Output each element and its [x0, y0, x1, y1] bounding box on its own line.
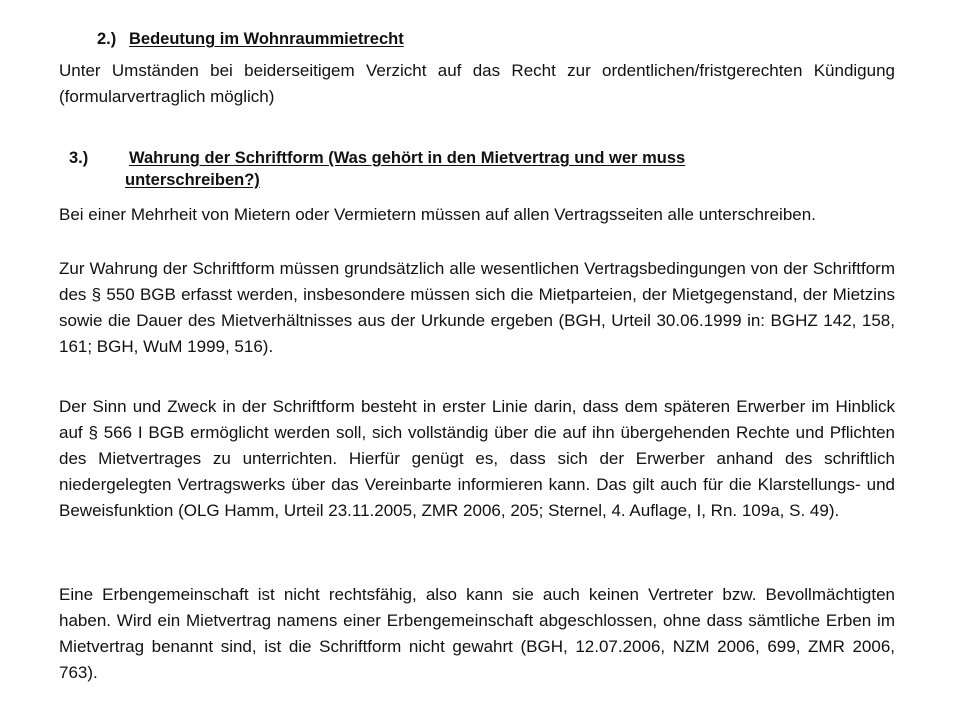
- section-3-number: 3.): [69, 149, 89, 167]
- section-3-paragraph-2: Zur Wahrung der Schriftform müssen grundsätzlich alle wesentlichen Vertragsbedingungen von der Schriftform des § 550 BGB erfasst werden, insbesondere müssen sich die Mietparteien, der Mietgegenstand, der Mietzins sowie die Dauer des Mietverhältnisses aus der Urkunde ergeben (BGH, Urteil 30.06.1999 in: BGHZ 142, 158, 161; BGH, WuM 1999, 516).: [59, 259, 895, 356]
- section-3-paragraph-3: Der Sinn und Zweck in der Schriftform besteht in erster Linie darin, dass dem späteren Erwerber im Hinblick auf § 566 I BGB ermöglicht werden soll, sich vollständig über die auf ihn übergehenden Rechte und Pflichten des Mietvertrages zu unterrichten. Hierfür genügt es, dass sich der Erwerber anhand des schriftlich niedergelegten Vertragswerks über das Vereinbarte informieren kann. Das gilt auch für die Klarstellungs- und Beweisfunktion (OLG Hamm, Urteil 23.11.2005, ZMR 2006, 205; Sternel, 4. Auflage, I, Rn. 109a, S. 49).: [59, 397, 895, 520]
- section-2-paragraph-1: Unter Umständen bei beiderseitigem Verzicht auf das Recht zur ordentlichen/fristgerechten Kündigung (formularvertraglich möglich): [59, 61, 895, 106]
- section-3-paragraph-1: Bei einer Mehrheit von Mietern oder Vermietern müssen auf allen Vertragsseiten alle unterschreiben.: [59, 205, 816, 224]
- section-3-paragraph-4: Eine Erbengemeinschaft ist nicht rechtsfähig, also kann sie auch keinen Vertreter bzw. Bevollmächtigten haben. Wird ein Mietvertrag namens einer Erbengemeinschaft abgeschlossen, ohne dass sämtliche Erben im Mietvertrag benannt sind, ist die Schriftform nicht gewahrt (BGH, 12.07.2006, NZM 2006, 699, ZMR 2006, 763).: [59, 585, 895, 682]
- section-2-number: 2.): [97, 30, 117, 48]
- section-3-title: Wahrung der Schriftform (Was gehört in den Mietvertrag und wer muss unterschreiben?): [125, 149, 686, 189]
- section-2-title: Bedeutung im Wohnraummietrecht: [129, 30, 404, 48]
- section-3-heading: [69, 147, 795, 191]
- section-2-heading: [97, 28, 404, 50]
